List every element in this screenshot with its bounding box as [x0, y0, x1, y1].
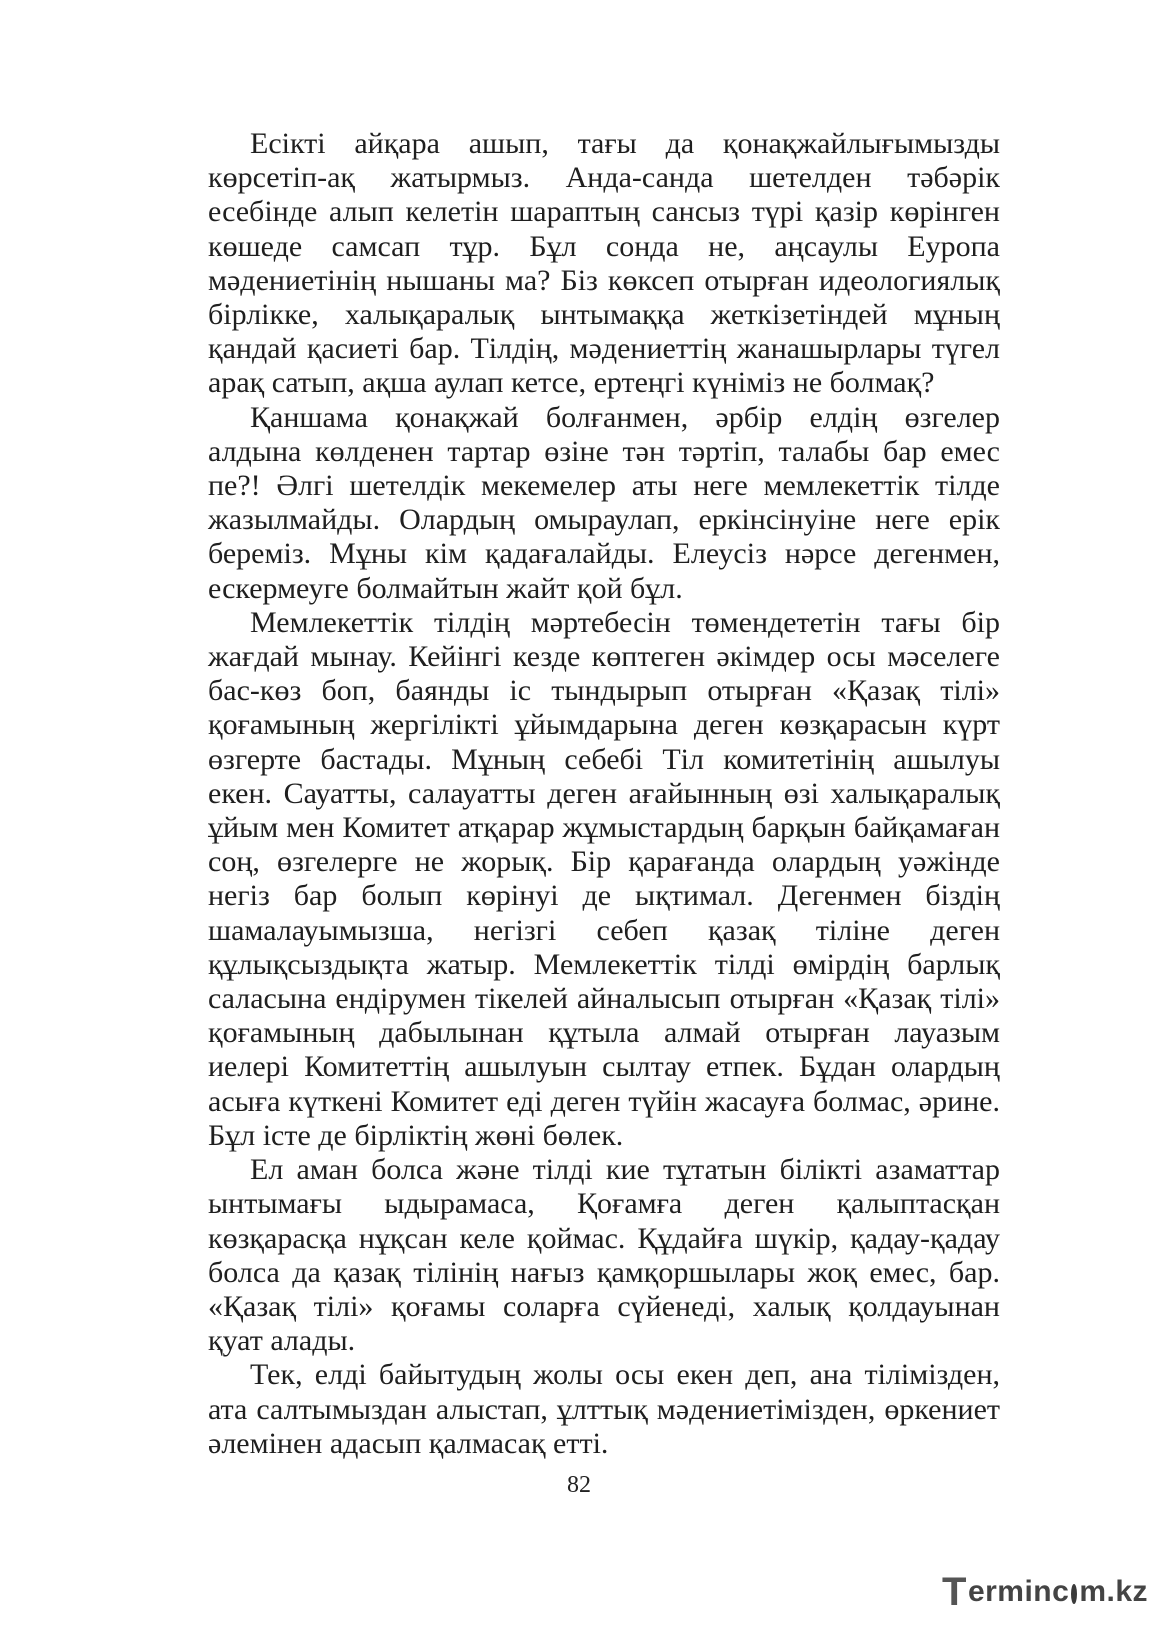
watermark-ring-icon — [1071, 1584, 1077, 1604]
watermark-text-middle: erminc — [967, 1575, 1070, 1608]
page-number: 82 — [567, 1472, 591, 1498]
paragraph-4: Ел аман болса және тілді кие тұтатын білікті азаматтар ынтымағы ыдырамаса, Қоғамға деген қалыптасқан көзқарасқа нұқсан келе қоймас. Құдайға шүкір, қадау-қадау болса да қазақ тілінің нағыз қамқоршылары жоқ емес, бар. «Қазақ тілі» қоғамы соларға сүйенеді, халық қолдауынан қуат алады. — [208, 1153, 1000, 1358]
watermark-letter-t: T — [942, 1569, 967, 1614]
paragraph-3: Мемлекеттік тілдің мәртебесін төмендететін тағы бір жағдай мынау. Кейінгі кезде көптеген әкімдер осы мәселеге бас-көз боп, баянды іс тындырып отырған «Қазақ тілі» қоғамының жергілікті ұйымдарына деген көзқарасын күрт өзгерте бастады. Мұның себебі Тіл комитетінің ашылуы екен. Сауатты, салауатты деген ағайынның өзі халықаралық ұйым мен Комитет атқарар жұмыстардың барқын байқамаған соң, өзгелерге не жорық. Бір қарағанда олардың уәжінде негіз бар болып көрінуі де ықтимал. Дегенмен біздің шамалауымызша, негізгі себеп қазақ тіліне деген құлықсыздықта жатыр. Мемлекеттік тілді өмірдің барлық саласына ендірумен тікелей айналысып отырған «Қазақ тілі» қоғамының дабылынан құтыла алмай отырған лауазым иелері Комитеттің ашылуын сылтау етпек. Бұдан олардың асыға күткені Комитет еді деген түйін жасауға болмас, әрине. Бұл істе де бірліктің жөні бөлек. — [208, 605, 1000, 1152]
body-text — [208, 127, 1000, 1461]
paragraph-5: Тек, елді байытудың жолы осы екен деп, ана тілімізден, ата салтымыздан алыстап, ұлттық мәдениетімізден, өркениет әлемінен адасып қалмасақ етті. — [208, 1358, 1000, 1460]
termincom-watermark-logo — [942, 1568, 1147, 1616]
watermark-text-end: m.kz — [1079, 1575, 1149, 1608]
paragraph-2: Қаншама қонақжай болғанмен, әрбір елдің өзгелер алдына көлденен тартар өзіне тән тәртіп, талабы бар емес пе?! Әлгі шетелдік мекемелер аты неге мемлекеттік тілде жазылмайды. Олардың омыраулап, еркінсінуіне неге ерік береміз. Мұны кім қадағалайды. Елеусіз нәрсе дегенмен, ескермеуге болмайтын жайт қой бұл. — [208, 400, 1000, 605]
paragraph-1: Есікті айқара ашып, тағы да қонақжайлығымызды көрсетіп-ақ жатырмыз. Анда-санда шетелден тәбәрік есебінде алып келетін шараптың сансыз түрі қазір көрінген көшеде самсап тұр. Бұл сонда не, аңсаулы Еуропа мәдениетінің нышаны ма? Біз көксеп отырған идеологиялық бірлікке, халықаралық ынтымаққа жеткізетіндей мұның қандай қасиеті бар. Тілдің, мәдениеттің жанашырлары түгел арақ сатып, ақша аулап кетсе, ертеңгі күніміз не болмақ? — [208, 127, 1000, 400]
